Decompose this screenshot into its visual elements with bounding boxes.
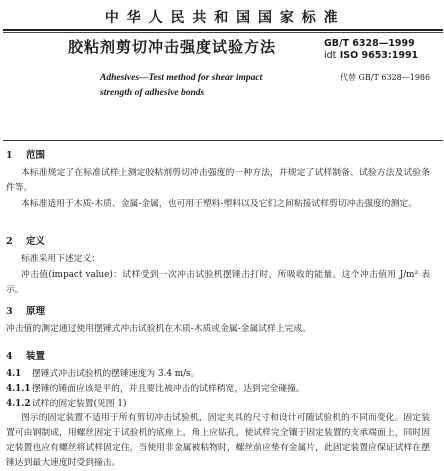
section-heading-principle (6, 303, 45, 317)
clause-number: 4.1 (6, 369, 22, 379)
clause-4-1 (6, 366, 199, 379)
section-heading-apparatus (6, 348, 45, 362)
header-rule-thin (3, 32, 443, 33)
section-title: 范围 (26, 150, 46, 161)
section-title: 原理 (26, 306, 46, 317)
scope-paragraph-2: 本标准适用于木质-木质、金属-金属，也可用于塑料-塑料以及它们之间粘接试样剪切冲击强度的测定。 (21, 199, 417, 209)
section-heading-scope (6, 147, 45, 161)
section-number: 2 (6, 236, 13, 247)
clause-4-1-1 (6, 381, 305, 394)
fixture-description-paragraph: 图示的固定装置不适用于所有剪切冲击试验机，固定夹具的尺寸和设计可随试验机的不同而变化。固定装置可由钢制成，用螺丝固定于试验机的底座上，角上应钻孔，使试样完全镶于固定装置的支承端面上，同时固定装置也应有螺丝将试样固定住，当使用非金属被粘物时，螺丝前应垫有金属片，此固定装置应保证试样在摆锤达到最大速度时受到撞击。 (6, 413, 430, 468)
standard-number: GB/T 6328—1999 (324, 38, 415, 49)
section-title: 装置 (26, 351, 46, 362)
national-standard-header: 中 华 人 民 共 和 国 国 家 标 准 (104, 10, 340, 26)
principle-paragraph: 冲击值的测定通过使用摆锤式冲击试验机在木质-木质或金属-金属试样上完成。 (6, 324, 312, 334)
clause-text: 摆锤式冲击试验机的摆锤速度为 3.4 m/s。 (32, 369, 200, 379)
section-number: 3 (6, 306, 13, 317)
equivalent-standard (324, 50, 418, 62)
clause-number: 4.1.1 (6, 384, 31, 394)
english-title (100, 71, 262, 101)
section-number: 1 (6, 150, 13, 161)
clause-number: 4.1.2 (6, 399, 31, 409)
section-number: 4 (6, 351, 13, 362)
clause-text: 试样的固定装置(见图 1) (32, 399, 127, 409)
header-bottom-rule (3, 140, 443, 141)
section-heading-definitions (6, 233, 45, 247)
english-title-line-2: strength of adhesive bonds (100, 88, 205, 98)
iso-number: ISO 9653:1991 (339, 50, 419, 61)
scope-paragraph-1: 本标准规定了在标准试样上测定胶粘剂剪切冲击强度的一种方法，并规定了试样制备、试验方法及试验条件等。 (6, 168, 430, 193)
standard-codes (324, 38, 418, 62)
clause-4-1-2 (6, 396, 126, 409)
header-rule-thick (3, 29, 443, 31)
definition-impact-value: 冲击值(impact value)：试样受到一次冲击试验机摆锤击打时，所吸收的能量。这个冲击值用 J/m² 表示。 (6, 270, 430, 295)
replaces-note: 代替 GB/T 6328—1986 (340, 73, 431, 82)
section-title: 定义 (26, 236, 46, 247)
definitions-intro: 标准采用下述定义： (21, 254, 101, 264)
idt-prefix: idt (324, 50, 337, 61)
clause-text: 摆锤的锤面应该是平的，并且要比被冲击的试样稍宽，达到完全碰撞。 (32, 384, 305, 394)
document-title: 胶粘剂剪切冲击强度试验方法 (68, 38, 277, 56)
english-title-line-1: Adhesives—Test method for shear impact (100, 73, 263, 83)
